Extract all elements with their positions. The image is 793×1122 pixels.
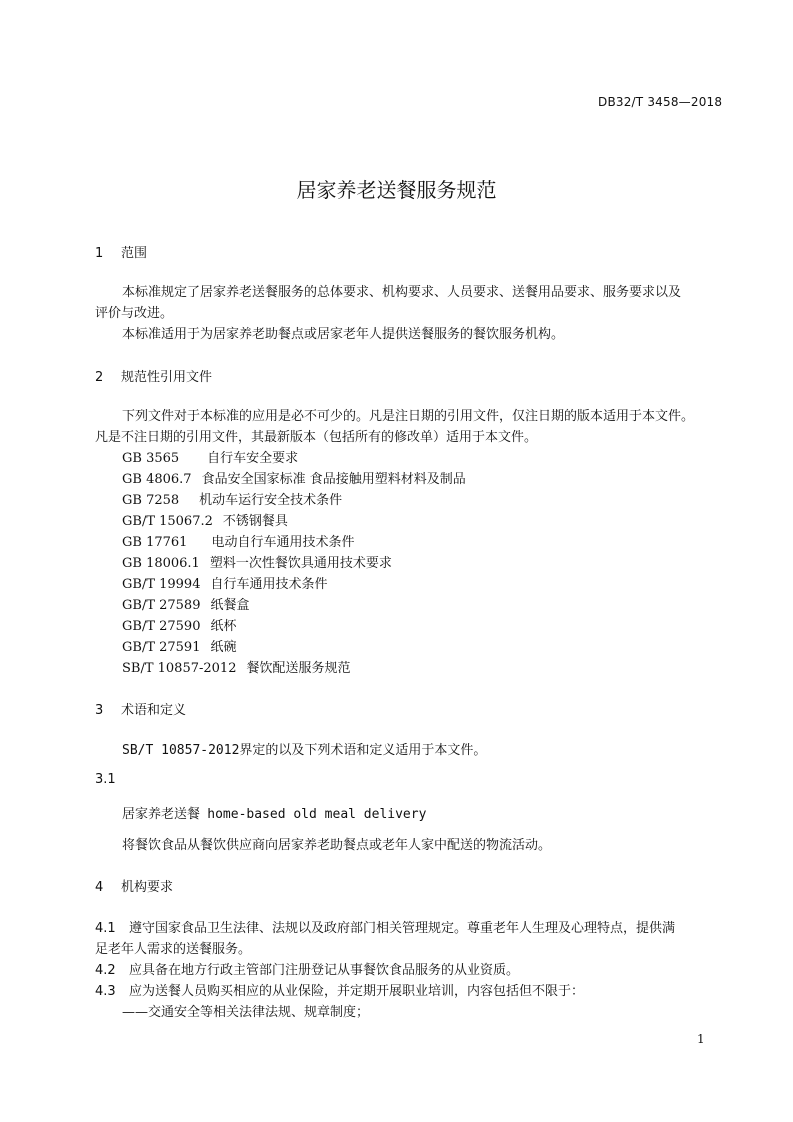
reference-item bbox=[122, 531, 354, 550]
section-number: 2 bbox=[95, 370, 104, 385]
term-entry bbox=[122, 803, 426, 822]
reference-title: 机动车运行安全技术条件 bbox=[199, 493, 343, 508]
scope-paragraph-1-line-1: 本标准规定了居家养老送餐服务的总体要求、机构要求、人员要求、送餐用品要求、服务要求以及 bbox=[122, 285, 682, 300]
reference-title: 自行车通用技术条件 bbox=[210, 577, 328, 592]
scope-paragraph-2: 本标准适用于为居家养老助餐点或居家老年人提供送餐服务的餐饮服务机构。 bbox=[122, 327, 565, 342]
reference-item bbox=[122, 636, 237, 655]
clause-4-1 bbox=[95, 917, 675, 936]
term-english: home-based old meal delivery bbox=[207, 807, 427, 822]
clause-text: 遵守国家食品卫生法律、法规以及政府部门相关管理规定。尊重老年人生理及心理特点，提供满 bbox=[129, 921, 676, 936]
reference-title: 电动自行车通用技术条件 bbox=[211, 535, 355, 550]
reference-title: 塑料一次性餐饮具通用技术要求 bbox=[209, 556, 392, 571]
reference-title: 纸杯 bbox=[210, 619, 237, 634]
page-number: 1 bbox=[697, 1032, 705, 1046]
clause-3-1-number: 3.1 bbox=[95, 772, 116, 787]
clause-text: 应为送餐人员购买相应的从业保险，并定期开展职业培训，内容包括但不限于： bbox=[129, 984, 585, 999]
reference-code: GB 4806.7 bbox=[122, 472, 192, 487]
section-number: 3 bbox=[95, 703, 104, 718]
section-number: 4 bbox=[95, 880, 104, 895]
section-title: 术语和定义 bbox=[121, 703, 187, 718]
list-item: ——交通安全等相关法律法规、规章制度； bbox=[122, 1005, 370, 1020]
reference-title: 纸碗 bbox=[210, 640, 237, 655]
reference-code: GB/T 27590 bbox=[122, 619, 201, 634]
reference-title: 纸餐盒 bbox=[210, 598, 250, 613]
reference-item bbox=[122, 657, 351, 676]
section-title: 范围 bbox=[121, 246, 148, 261]
clause-4-1-continuation: 足老年人需求的送餐服务。 bbox=[95, 942, 252, 957]
reference-item bbox=[122, 552, 392, 571]
document-code: DB32/T 3458—2018 bbox=[598, 95, 723, 109]
clause-4-2 bbox=[95, 959, 519, 978]
clause-number: 4.1 bbox=[95, 921, 116, 936]
terms-intro: SB/T 10857-2012界定的以及下列术语和定义适用于本文件。 bbox=[122, 743, 487, 758]
reference-title: 自行车安全要求 bbox=[207, 451, 299, 466]
reference-code: GB/T 27591 bbox=[122, 640, 201, 655]
term-chinese: 居家养老送餐 bbox=[122, 807, 201, 822]
section-1-heading bbox=[95, 242, 147, 261]
term-definition: 将餐饮食品从餐饮供应商向居家养老助餐点或老年人家中配送的物流活动。 bbox=[122, 838, 552, 853]
reference-code: GB 18006.1 bbox=[122, 556, 200, 571]
reference-code: SB/T 10857-2012 bbox=[122, 661, 237, 676]
normative-intro-line-2: 凡是不注日期的引用文件，其最新版本（包括所有的修改单）适用于本文件。 bbox=[95, 430, 538, 445]
section-title: 机构要求 bbox=[121, 880, 174, 895]
reference-item bbox=[122, 594, 250, 613]
reference-title: 餐饮配送服务规范 bbox=[246, 661, 351, 676]
reference-code: GB 17761 bbox=[122, 535, 188, 550]
normative-intro-line-1: 下列文件对于本标准的应用是必不可少的。凡是注日期的引用文件，仅注日期的版本适用于本文件。 bbox=[122, 409, 695, 424]
reference-title: 不锈钢餐具 bbox=[222, 514, 288, 529]
section-4-heading bbox=[95, 876, 173, 895]
section-2-heading bbox=[95, 366, 212, 385]
section-number: 1 bbox=[95, 246, 104, 261]
section-title: 规范性引用文件 bbox=[121, 370, 213, 385]
reference-title: 食品安全国家标准 食品接触用塑料材料及制品 bbox=[201, 472, 466, 487]
reference-item bbox=[122, 573, 328, 592]
section-3-heading bbox=[95, 699, 186, 718]
reference-item bbox=[122, 510, 288, 529]
reference-item bbox=[122, 615, 237, 634]
reference-code: GB/T 19994 bbox=[122, 577, 201, 592]
page-title: 居家养老送餐服务规范 bbox=[296, 178, 497, 202]
reference-code: GB 7258 bbox=[122, 493, 180, 508]
reference-item bbox=[122, 468, 466, 487]
reference-item bbox=[122, 489, 342, 508]
clause-text: 应具备在地方行政主管部门注册登记从事餐饮食品服务的从业资质。 bbox=[129, 963, 520, 978]
clause-4-3 bbox=[95, 980, 584, 999]
clause-number: 4.3 bbox=[95, 984, 116, 999]
reference-code: GB 3565 bbox=[122, 451, 180, 466]
clause-number: 4.2 bbox=[95, 963, 116, 978]
reference-item bbox=[122, 447, 298, 466]
reference-code: GB/T 15067.2 bbox=[122, 514, 213, 529]
scope-paragraph-1-line-2: 评价与改进。 bbox=[95, 306, 174, 321]
reference-code: GB/T 27589 bbox=[122, 598, 201, 613]
